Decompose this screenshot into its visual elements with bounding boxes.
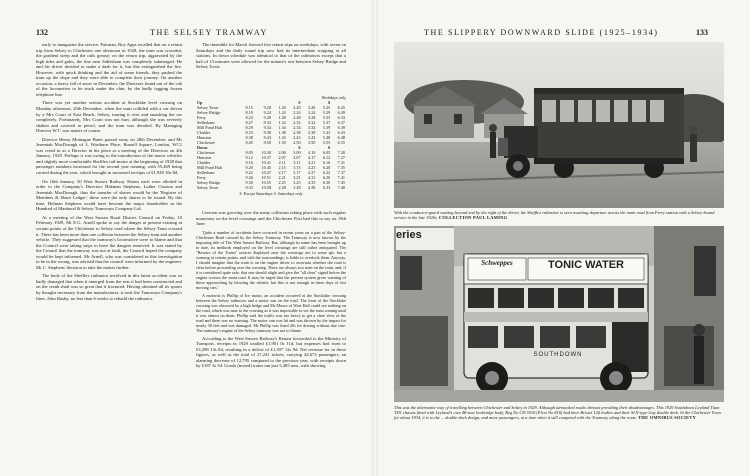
departure-time: 6.12 <box>322 155 331 160</box>
departure-time: 10.51 <box>261 175 271 180</box>
departure-time: 9.26 <box>245 175 253 180</box>
departure-time: 7.31 <box>337 160 345 165</box>
shop-sign: eries <box>396 229 422 241</box>
departure-time: 7.27 <box>337 155 345 160</box>
departure-time: 9.33 <box>245 185 253 190</box>
departure-time: 9.43 <box>263 135 271 140</box>
departure-time: 6.20 <box>322 165 331 170</box>
departure-time: 3.15 <box>293 165 301 170</box>
departure-time: 8.15 <box>245 105 253 110</box>
departure-time: 2.38 <box>293 130 301 135</box>
paragraph: The body of the Shefflex railmotor involved in this latest accident was so badly damaged that when it emerged from the rear it had been constructed and on the crank shaft was so great that it fractured. Having obtained all its spares by thought necessary from the manufacturer, it took the Tramways Company's fitter, John Busby, no less than 6 weeks to rebuild the railmotor. <box>36 273 182 301</box>
station-name: Ferry <box>197 175 207 180</box>
station-name: Sidlesham <box>197 170 215 175</box>
bus-photo <box>394 226 724 402</box>
departure-time: 9.22 <box>245 170 253 175</box>
departure-time: 5.43 <box>322 130 331 135</box>
departure-time: 1.24 <box>278 110 286 115</box>
departure-time: 1.20 <box>278 105 286 110</box>
left-running-header: THE SELSEY TRAMWAY <box>150 28 268 37</box>
departure-time: 6.33 <box>337 115 345 120</box>
caption-text: This was the alternative way of travelling between Chichester and Selsey in 1929. Although tarmacked roads obvious providing their disadvantages. This 1929 Southdown Leyland Titan TD1 chassis fitted with Leyland's own 48-seat lowbridge body, Reg No CD 5516 (Fleet No 816) had their Bristol 12ft bodies and their SLN-type Guy double deck. In the Chichester Town for about 1934, it is to the ... double-deck design, and more passengers, at a time when it still competed with the Tramway along the route. <box>394 405 721 421</box>
departure-time: 7.35 <box>337 165 345 170</box>
paragraph: At a meeting of the West Sussex Rural District Council on Friday, 10 February 1929, Mr E.G. Arnell spoke to say the danger at present existing at certain points of the Chichester to Selsey road where the Selsey Tram crossed it. There has been more than one collision between the Selsey tram and another vehicle. They suggested that the tramway's locomotive were to blame and that the Council were taking steps to have the dangers removed. It was stated by the Council that the tramway was not at fault, the Council hoped the company would be kept informed. Mr Arnell, who was considered in this investigation to be in the wrong, was advised that the council were informed by the engineer. Mr C. Stephens' decision to take the matter further. <box>36 214 182 270</box>
departure-time: 9.20 <box>245 165 253 170</box>
departure-time: 3.17 <box>293 170 301 175</box>
departure-time: S <box>327 145 331 150</box>
departure-time: 2.28 <box>278 185 286 190</box>
caption-text: With the conductor-guard waiting beyond and by the right of the driver, the Shefflex railmotor is seen awaiting departure across the main road from Ferry station with a Selsey-bound service in the late 1920s. <box>394 210 715 221</box>
departure-time: 3.28 <box>308 115 316 120</box>
departure-time: 5.25 <box>322 105 331 110</box>
departure-time: 10.55 <box>261 180 271 185</box>
timetable-note: S. Except Saturdays S. Saturdays only <box>239 191 303 196</box>
departure-time: 6.29 <box>337 110 345 115</box>
departure-time: 6.16 <box>322 160 331 165</box>
departure-time: 2.50 <box>293 140 301 145</box>
departure-time: 3.25 <box>293 180 301 185</box>
station-name: Selsey Bridge <box>197 180 221 185</box>
timetable-title: Weekdays only <box>321 95 346 100</box>
paragraph: 'Quite a number of accidents have occurred in recent years on a part of the Selsey-Chichester Road crossed by the Selsey Tramway. The Tramway is now known by the imposing title of The West Sussex Railway. But, although its name has been brought up to date, its methods employed on the level crossings are still rather antiquated. The "Beware of the Trains" notices displayed near the crossings are to some apt, but a warning at certain points, and with the surroundings, is liable to overlook them. Anyway, I should imagine that the train is on the engine driver to ascertain whether the road is clear before proceeding over the crossing. There are always two men on the train, and, if it is considered quite safe, that one should alight and give the "all clear" signal before the engine crosses the main road. It may be urged that the present system gives warning of those approaching by blowing the whistle, but this is not enough in these days of fast moving cars.' <box>196 229 346 290</box>
right-page <box>378 0 750 476</box>
departure-time: 5.55 <box>322 140 331 145</box>
departure-time: 5.48 <box>322 135 331 140</box>
station-name: Hunston <box>197 155 212 160</box>
departure-time: 3.07 <box>293 155 301 160</box>
departure-time: 6.30 <box>322 180 331 185</box>
departure-time: 2.15 <box>278 165 286 170</box>
paragraph: The timetable for March showed five return trips on weekdays, with seven on Saturdays and the daily round trip now had its intermediate stopping at all stations. In down schedule was identical to that of the railmotors except that a halt of 13 minutes were allowed for the minute's rest between Selsey Bridge and Selsey Town. <box>196 42 346 70</box>
departure-time: 6.43 <box>337 130 345 135</box>
paragraph: Director Henry Montague Bates passed away on 28th December, and Mr Jeremiah MacDonagh of 3, Worthurn Place, Russell Square, London, WC1 was voted in as a Director in his place at a meeting of the Directors on 4th January, 1929. Perhaps it was owing to the introduction of the motor vehicles and slightly more comfortable Shefflex rail-motor at the beginning of 1928 that passenger numbers increased for the second year running, with 55,469 being carried during the year, which brought in increased receipts of £1,949 16s 8d. <box>36 136 182 176</box>
departure-time: 9.24 <box>263 110 271 115</box>
departure-time: 1.38 <box>278 130 286 135</box>
departure-time: 7.37 <box>337 170 345 175</box>
departure-time: 9.20 <box>263 105 271 110</box>
departure-time: 9.16 <box>245 160 253 165</box>
departure-time: 10.30 <box>261 150 271 155</box>
departure-time: 5.37 <box>322 120 331 125</box>
station-name: Chichester <box>197 150 215 155</box>
departure-time: 1.28 <box>278 115 286 120</box>
departure-time: 2.34 <box>293 125 301 130</box>
departure-time: 4.17 <box>308 155 316 160</box>
station-name: Down <box>197 145 208 150</box>
departure-time: 1.50 <box>278 140 286 145</box>
right-running-header: THE SLIPPERY DOWNWARD SLIDE (1925–1934) <box>424 28 659 37</box>
departure-time: 8.19 <box>245 110 253 115</box>
departure-time: 2.43 <box>293 135 301 140</box>
left-column-2-body <box>196 210 346 464</box>
departure-time: 9.28 <box>263 115 271 120</box>
departure-time: 3.24 <box>308 110 316 115</box>
departure-time: 6.26 <box>322 175 331 180</box>
departure-time: S <box>327 100 331 105</box>
departure-time: 4.38 <box>308 185 316 190</box>
station-name: Ferry <box>197 115 207 120</box>
departure-time: 6.48 <box>337 135 345 140</box>
station-name: Chalder <box>197 160 211 165</box>
departure-time: 9.05 <box>245 150 253 155</box>
departure-time: 8.29 <box>245 125 253 130</box>
departure-time: S <box>298 145 301 150</box>
departure-time: 1.43 <box>278 135 286 140</box>
departure-time: 9.30 <box>245 180 253 185</box>
bus-advert-left: Schweppes <box>481 259 513 267</box>
departure-time: 9.12 <box>245 155 253 160</box>
departure-time: 3.32 <box>308 120 316 125</box>
station-name: Selsey Bridge <box>197 110 221 115</box>
station-name: Mill Pond Halt <box>197 165 223 170</box>
station-name: Mill Pond Halt <box>197 125 223 130</box>
departure-time: 6.39 <box>337 125 345 130</box>
departure-time: 2.25 <box>278 180 286 185</box>
departure-time: 8.33 <box>245 130 253 135</box>
departure-time: 5.33 <box>322 115 331 120</box>
departure-time: 2.32 <box>293 120 301 125</box>
departure-time: 9.34 <box>263 125 271 130</box>
departure-time: 8.27 <box>245 120 253 125</box>
bus-fleetname: SOUTHDOWN <box>533 352 583 358</box>
departure-time: 6.25 <box>337 105 345 110</box>
departure-time: 3.50 <box>308 140 316 145</box>
paragraph: According to the West Sussex Railway's Return forwarded to the Ministry of Transport, receipts in 1929 totalled £1,901 0s 11d, but expenses had risen to £3,298 13s 8d, resulting in a deficit of £1,397 12s 9d. Net revenue for in these figures, as well as the total of 27,241 tickets, carrying 42,674 passengers, an alarming decrease of 12,795 compared to the previous year, with receipts down by £187 3s 5d. Goods (mixed) trains ran just 5,485 tons, with showing <box>196 335 346 369</box>
departure-time: 4.10 <box>308 150 316 155</box>
station-name: Selsey Town <box>197 105 219 110</box>
departure-time: 9.50 <box>263 140 271 145</box>
paragraph: early to inaugurate the service. Fairman, Roy Apps recalled that on a return trip from Selsey to Chichester one afternoon in 1928, the tram was crowded, the gradient steep and the rails greasy; on the return trip, aggravated by the high tides and gales, the line near Sidlesham was completely submerged. He and his driver decided to make a dash for it, but this extinguished the fire. However, with quick thinking and the aid of some friends, they pushed the tram up the slope and they were able to complete their journey. On another occasion, a heavy fall of snow in December, the Directors found out of the cab of the locomotive to be stuck under the chin, by the badly tagging frozen telephone line. <box>36 42 182 97</box>
station-name: Chalder <box>197 130 211 135</box>
departure-time: 4.21 <box>308 160 316 165</box>
departure-time: 2.07 <box>278 155 286 160</box>
departure-time: 10.45 <box>261 165 271 170</box>
timetable-row <box>196 185 346 190</box>
departure-time: 6.22 <box>322 170 331 175</box>
departure-time: 7.45 <box>337 180 345 185</box>
station-name: Chichester <box>197 140 215 145</box>
caption-credit: THE OMNIBUS SOCIETY <box>638 415 697 421</box>
left-column-2-intro <box>196 42 346 94</box>
departure-time: 3.21 <box>293 175 301 180</box>
railmotor-photo-image <box>394 42 724 208</box>
departure-time: 8.38 <box>245 135 253 140</box>
departure-time: 9.32 <box>263 120 271 125</box>
departure-time: 1.32 <box>278 120 286 125</box>
station-name: Selsey Town <box>197 185 219 190</box>
departure-time: 5.29 <box>322 110 331 115</box>
departure-time: 2.17 <box>278 170 286 175</box>
station-name: Sidlesham <box>197 120 215 125</box>
bus-caption <box>394 405 724 421</box>
departure-time: 4.27 <box>308 170 316 175</box>
station-name: Hunston <box>197 135 212 140</box>
paragraph: A motorist is Phillip of Ice motor, an accident occurred at the Stocklake crossing between the Selsey railmotor and a motor van on the road. The front of the Stocklake crossing was obscured by a high hedge and Mr Moore of West Hall could see nothing on the road, which was near to the crossing as it was impossible to see the train coming until it was almost on them. Phillip said the traffic was too heavy to get a clear view of the road and there was no warning. The motor van was hit and was thrown by the impact for nearly 30 feet and was damaged. Mr Phillip was fined 20s for driving without due care. The tramway's engine of the Selsey tramway was not to blame. <box>196 292 346 333</box>
departure-time: 6.33 <box>322 185 331 190</box>
departure-time: 3.38 <box>308 130 316 135</box>
departure-time: 2.24 <box>293 110 301 115</box>
left-page <box>0 0 372 476</box>
left-page-number: 132 <box>36 28 48 37</box>
paragraph: Concern was growing over the many collisions taking place with such regular monotony on the level crossings and the Chichester Post had this to say on 19th June: <box>196 210 346 227</box>
departure-time: 8.23 <box>245 115 253 120</box>
departure-time: 3.28 <box>293 185 301 190</box>
departure-time: 6.37 <box>337 120 345 125</box>
departure-time: 5.39 <box>322 125 331 130</box>
departure-time: 3.43 <box>308 135 316 140</box>
departure-time: 8.45 <box>245 140 253 145</box>
departure-time: 10.41 <box>261 160 271 165</box>
paragraph: There was yet another serious accident at Stocklake level crossing on Monday afternoon, 20th December, when the tram collided with a car driven by a Mrs Court of East Beach, Selsey, turning it over and smashing the car completely. Fortunately, Mrs Court was not hurt, although she was severely shaken and covered in petrol, and the tram was derailed. By Managing Director W.T. was matter of course. <box>36 100 182 134</box>
paragraph: On 16th January, 50 West Sussex Railway Shares each were allotted in order to the Company's Directors Hakman Stephens, Luther Claxton and Jeremiah MacDonagh, thus the transfer of shares would be the 'Register of Members & Share Ledger', these were the only shares to be issued. By this time, Holman Stephens would have become the major shareholder in the Hundred of Manhood & Selsey Tramways Company Ltd. <box>36 178 182 212</box>
caption-credit: COLLECTION PAUL LAMING <box>438 215 508 221</box>
departure-time: 7.41 <box>337 175 345 180</box>
departure-time: 2.11 <box>278 160 286 165</box>
departure-time: 9.38 <box>263 130 271 135</box>
departure-time: 2.28 <box>293 115 301 120</box>
departure-time: 3.11 <box>293 160 301 165</box>
left-column-1 <box>36 42 182 462</box>
departure-time: 10.58 <box>261 185 271 190</box>
departure-time: 1.34 <box>278 125 286 130</box>
departure-time: 10.37 <box>261 155 271 160</box>
departure-time: 10.47 <box>261 170 271 175</box>
right-page-number: 133 <box>696 28 708 37</box>
departure-time: 4.25 <box>308 165 316 170</box>
timetable <box>196 95 346 196</box>
departure-time: 7.20 <box>337 150 345 155</box>
bus-advert-right: TONIC WATER <box>548 259 624 271</box>
departure-time: 4.35 <box>308 180 316 185</box>
departure-time: 3.00 <box>293 150 301 155</box>
departure-time: 3.20 <box>308 105 316 110</box>
railmotor-photo <box>394 42 724 208</box>
departure-time: 2.21 <box>278 175 286 180</box>
departure-time: 4.31 <box>308 175 316 180</box>
timetable-body <box>196 100 346 190</box>
departure-time: 2.00 <box>278 150 286 155</box>
bus-photo-image <box>394 226 724 402</box>
departure-time: 7.48 <box>337 185 345 190</box>
departure-time: 6.05 <box>322 150 331 155</box>
departure-time: S <box>298 100 301 105</box>
departure-time: 2.20 <box>293 105 301 110</box>
departure-time: 6.55 <box>337 140 345 145</box>
station-name: Up <box>197 100 203 105</box>
railmotor-caption <box>394 210 724 220</box>
departure-time: 3.34 <box>308 125 316 130</box>
